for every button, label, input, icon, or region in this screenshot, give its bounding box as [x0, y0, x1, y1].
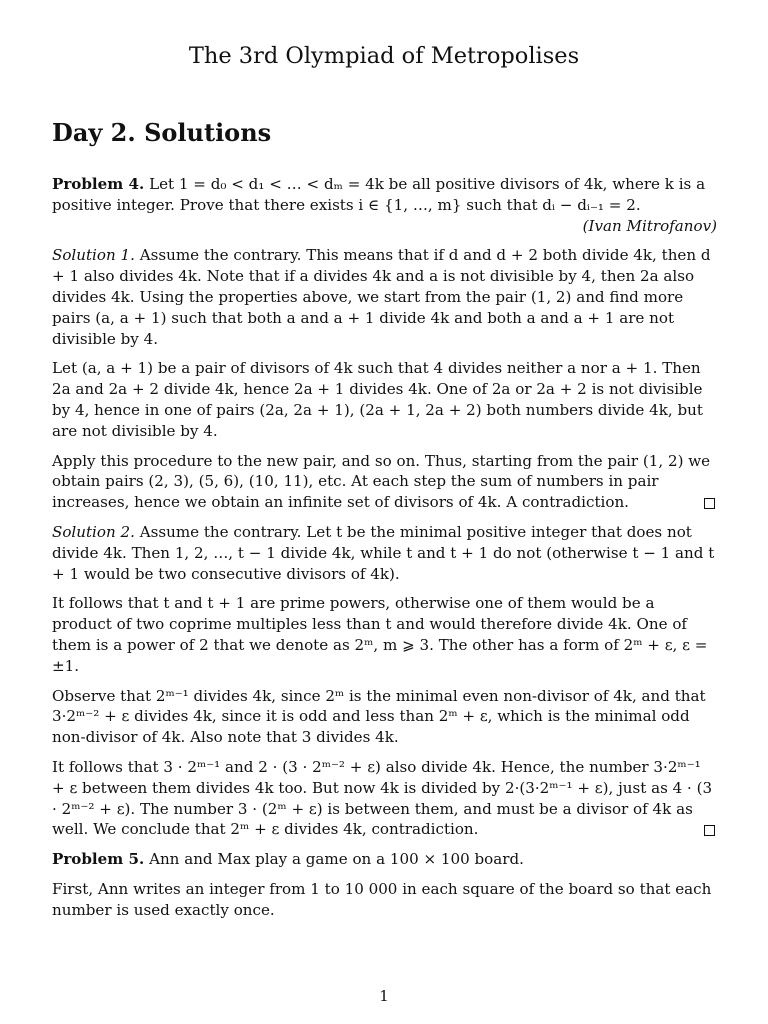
- problem-4-author: (Ivan Mitrofanov): [582, 216, 717, 235]
- problem-5-label: Problem 5.: [52, 850, 145, 869]
- qed-square-icon: [704, 825, 715, 836]
- problem-5-text-1: First, Ann writes an integer from 1 to 10 000 in each square of the board so that each number is used exactly once.: [52, 879, 712, 919]
- problem-5-statement: Ann and Max play a game on a 100 × 100 board.: [149, 850, 524, 869]
- document-body: [52, 174, 717, 930]
- solution-1-text-1: Assume the contrary. This means that if d and d + 2 both divide 4k, then d + 1 also divides 4k. Note that if a divides 4k and a is not divisible by 4, then 2a also divides 4k. Using the properties above, we start from the pair (1, 2) and find more pairs (a, a + 1) such that both a and a + 1 divide 4k and both a and a + 1 are not divisible by 4.: [52, 246, 711, 348]
- solution-1-text-3: Apply this procedure to the new pair, and so on. Thus, starting from the pair (1, 2) we obtain pairs (2, 3), (5, 6), (10, 11), etc. At each step the sum of numbers in pair increases, hence we obtain an infinite set of divisors of 4k. A contradiction.: [52, 451, 711, 512]
- solution-1-paragraph-3: [52, 451, 717, 513]
- solution-1-paragraph-2: [52, 358, 717, 441]
- solution-2-paragraph-4: [52, 757, 717, 840]
- solution-2-paragraph-3: [52, 686, 717, 748]
- solution-2-text-2: It follows that t and t + 1 are prime powers, otherwise one of them would be a product of two coprime multiples less than t and would therefore divide 4k. One of them is a power of 2 that we denote as 2ᵐ, m ⩾ 3. The other has a form of 2ᵐ + ε, ε = ±1.: [52, 594, 708, 675]
- solution-2-label: Solution 2.: [52, 522, 135, 541]
- solution-2-text-1: Assume the contrary. Let t be the minimal positive integer that does not divide 4k. Then 1, 2, …, t − 1 divide 4k, while t and t + 1 do not (otherwise t − 1 and t + 1 would be two consecutive divisors of 4k).: [52, 522, 715, 583]
- solution-2-text-3: Observe that 2ᵐ⁻¹ divides 4k, since 2ᵐ is the minimal even non-divisor of 4k, and that 3·2ᵐ⁻² + ε divides 4k, since it is odd and less than 2ᵐ + ε, which is the minimal odd non-divisor of 4k. Also note that 3 divides 4k.: [52, 686, 706, 747]
- problem-4-statement: Let 1 = d₀ < d₁ < … < dₘ = 4k be all positive divisors of 4k, where k is a positive integer. Prove that there exists i ∈ {1, …, m} such that dᵢ − dᵢ₋₁ = 2.: [52, 175, 706, 214]
- solution-2-paragraph-1: [52, 522, 717, 584]
- problem-4-label: Problem 4.: [52, 175, 145, 193]
- solution-2-paragraph-2: [52, 593, 717, 676]
- solution-1-text-2: Let (a, a + 1) be a pair of divisors of 4k such that 4 divides neither a nor a + 1. Then 2a and 2a + 2 divide 4k, hence 2a + 1 divides 4k. One of 2a or 2a + 2 is not divisible by 4, hence in one of pairs (2a, 2a + 1), (2a + 1, 2a + 2) both numbers divide 4k, but are not divisible by 4.: [52, 359, 703, 440]
- solution-2-text-4: It follows that 3 · 2ᵐ⁻¹ and 2 · (3 · 2ᵐ⁻² + ε) also divide 4k. Hence, the number 3·2ᵐ⁻¹ + ε between them divides 4k too. But now 4k is divided by 2·(3·2ᵐ⁻¹ + ε), just as 4 · (3 · 2ᵐ⁻² + ε). The number 3 · (2ᵐ + ε) is between them, and must be a divisor of 4k as well. We conclude that 2ᵐ + ε divides 4k, contradiction.: [52, 757, 713, 839]
- problem-4-paragraph: [52, 174, 717, 236]
- page-number: 1: [379, 987, 389, 1005]
- page-title: The 3rd Olympiad of Metropolises: [188, 43, 580, 69]
- problem-5-paragraph-2: [52, 879, 717, 921]
- problem-5-paragraph: [52, 849, 717, 870]
- solution-1-label: Solution 1.: [52, 246, 135, 265]
- section-title: Day 2. Solutions: [52, 118, 272, 147]
- qed-square-icon: [704, 498, 715, 509]
- solution-1-paragraph-1: [52, 245, 717, 349]
